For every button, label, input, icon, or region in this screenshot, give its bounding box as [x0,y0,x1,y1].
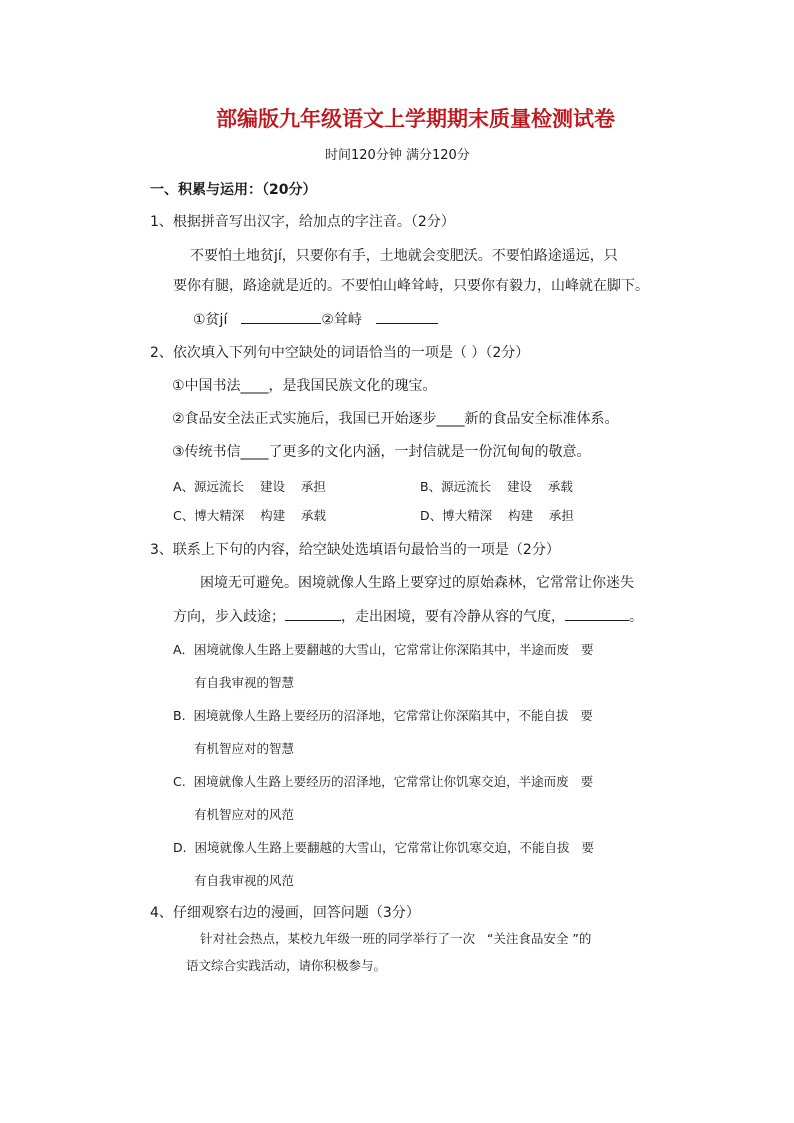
question-4-stem: 4、仔细观察右边的漫画，回答问题（3分） [150,905,420,921]
question-3-option-d[interactable]: D. 困境就像人生路上要翻越的大雪山，它常常让你饥寒交迫，不能自拔 要 [173,840,594,855]
question-3-passage-line: 方向，步入歧途； ，走出困境，要有冷静从容的气度， 。 [173,606,643,627]
question-2-sentence: ①中国书法____，是我国民族文化的瑰宝。 [172,378,437,394]
exam-meta: 时间120分钟 满分120分 [325,148,470,163]
question-3-option-a[interactable]: A．困境就像人生路上要翻越的大雪山，它常常让你深陷其中，半途而废 要 [173,642,594,657]
question-1-stem: 1、根据拼音写出汉字，给加点的字注音。（2分） [150,214,455,230]
question-2-option-a[interactable]: A、源远流长 建设 承担 [173,479,326,494]
question-1-passage-line: 要你有腿，路途就是近的。不要怕山峰耸峙，只要你有毅力，山峰就在脚下。 [173,278,649,294]
question-4-text-line: 针对社会热点，某校九年级一班的同学举行了一次 “关注食品安全 ”的 [200,931,592,946]
question-2-option-d[interactable]: D、博大精深 构建 承担 [420,508,574,523]
question-3-option-b[interactable]: B. 困境就像人生路上要经历的沼泽地，它常常让你深陷其中，不能自拔 要 [173,708,593,723]
question-2-sentence: ②食品安全法正式实施后，我国已开始逐步____新的食品安全标准体系。 [172,411,619,427]
answer-blank[interactable] [565,606,629,621]
answer-blank[interactable] [241,309,321,324]
question-1-item-1: ①贫jí [193,312,228,328]
exam-title: 部编版九年级语文上学期期末质量检测试卷 [216,106,615,131]
question-3-option-b-cont: 有机智应对的智慧 [194,741,295,756]
answer-blank[interactable] [285,606,341,621]
question-2-sentence: ③传统书信____了更多的文化内涵，一封信就是一份沉甸甸的敬意。 [172,444,591,460]
question-3-option-c[interactable]: C. 困境就像人生路上要经历的沼泽地，它常常让你饥寒交迫，半途而废 要 [173,774,594,789]
question-1-items [193,309,438,330]
question-3-option-c-cont: 有机智应对的风范 [194,807,295,822]
question-2-stem: 2、依次填入下列句中空缺处的词语恰当的一项是（ ）（2分） [150,345,530,361]
question-2-option-c[interactable]: C、博大精深 构建 承载 [173,508,327,523]
question-3-option-d-cont: 有自我审视的风范 [194,873,295,888]
question-2-option-b[interactable]: B、源远流长 建设 承载 [420,479,573,494]
section-heading: 一、积累与运用：（20分） [150,182,317,198]
question-3-option-a-cont: 有自我审视的智慧 [194,675,295,690]
question-1-item-2: ②耸峙 [321,312,362,328]
answer-blank[interactable] [376,309,438,324]
question-4-text-line: 语文综合实践活动，请你积极参与。 [186,958,387,973]
question-3-stem: 3、联系上下句的内容，给空缺处选填语句最恰当的一项是（2分） [150,542,560,558]
question-1-passage-line: 不要怕土地贫jí，只要你有手，土地就会变肥沃。不要怕路途遥远，只 [190,248,618,264]
question-3-passage-line: 困境无可避免。困境就像人生路上要穿过的原始森林，它常常让你迷失 [200,575,634,591]
